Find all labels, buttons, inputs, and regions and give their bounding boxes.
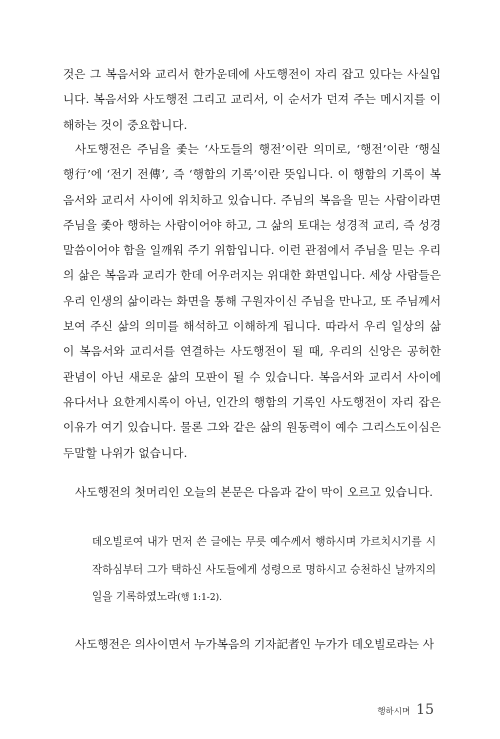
quote-reference: (행 1:1-2).: [177, 593, 222, 603]
running-title: 행하시며: [377, 707, 411, 717]
paragraph-luke-author: 사도행전은 의사이면서 누가복음의 기자記者인 누가가 데오빌로라는 사: [75, 637, 434, 651]
quote-text: 데오빌로여 내가 먼저 쓴 글에는 무릇 예수께서 행하시며 가르치시기를 시작하심부터 그가 택하신 사도들에게 성령으로 명하시고 승천하신 날까지의 일을 기록하였노라: [92, 536, 436, 603]
paragraph-acts-meaning: 사도행전은 주님을 좇는 ‘사도들의 행전’이란 의미로, ‘행전’이란 ‘행실 행行’에 ‘전기 전傳’, 즉 ‘행함의 기록’이란 뜻입니다. 이 행함의 기록이 복음서와 교리서 사이에 위치하고 있습니다. 주님의 복음을 믿는 사람이라면 주님을 좇아 행하는 사람이어야 하고, 그 삶의 토대는 성경적 교리, 즉 성경 말씀이어야 함을 일깨워 주기 위함입니다. 이런 관점에서 주님을 믿는 우리의 삶은 복음과 교리가 한데 어우러지는 위대한 화면입니다. 세상 사람들은 우리 인생의 삶이라는 화면을 통해 구원자이신 주님을 만나고, 또 주님께서 보여 주신 삶의 의미를 해석하고 이해하게 됩니다. 따라서 우리 일상의 삶이 복음서와 교리서를 연결하는 사도행전이 될 때, 우리의 신앙은 공허한 관념이 아닌 새로운 삶의 모판이 될 수 있습니다. 복음서와 교리서 사이에 유다서나 요한계시록이 아닌, 인간의 행함의 기록인 사도행전이 자리 잡은 이유가 여기 있습니다. 물론 그와 같은 삶의 원동력이 예수 그리스도이심은 두말할 나위가 없습니다.: [63, 142, 441, 460]
page-number: 15: [416, 702, 434, 718]
paragraph-continuation: 것은 그 복음서와 교리서 한가운데에 사도행전이 자리 잡고 있다는 사실입니다. 복음서와 사도행전 그리고 교리서, 이 순서가 던져 주는 메시지를 이해하는 것이 중요합니다.: [63, 67, 441, 132]
scripture-quote: [92, 529, 436, 613]
page-footer: [377, 702, 434, 718]
paragraph-text-intro: 사도행전의 첫머리인 오늘의 본문은 다음과 같이 막이 오르고 있습니다.: [75, 485, 433, 499]
